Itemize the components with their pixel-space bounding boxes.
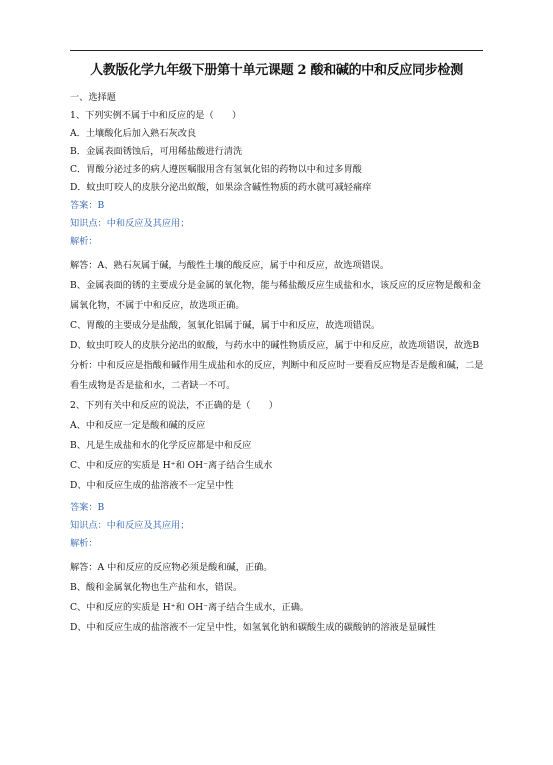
section-heading: 一、选择题 xyxy=(70,92,116,103)
document-title: 人教版化学九年级下册第十单元课题 2 酸和碱的中和反应同步检测 xyxy=(90,63,463,78)
q1-option-b: B．金属表面锈蚀后，可用稀盐酸进行清洗 xyxy=(70,146,243,157)
q1-explain-c: C、胃酸的主要成分是盐酸，氢氧化铝属于碱，属于中和反应，故选项错误。 xyxy=(70,320,381,331)
q2-analysis-label: 解析： xyxy=(70,538,98,549)
q2-option-a: A、中和反应一定是酸和碱的反应 xyxy=(70,420,206,431)
q1-option-a: A．土壤酸化后加入熟石灰改良 xyxy=(70,128,197,139)
q1-answer: 答案：B xyxy=(70,200,105,211)
q1-option-c: C．胃酸分泌过多的病人遵医嘱服用含有氢氧化铝的药物以中和过多胃酸 xyxy=(70,164,362,175)
q2-option-d: D、中和反应生成的盐溶液不一定呈中性 xyxy=(70,480,234,491)
q1-explain-d: D、蚊虫叮咬人的皮肤分泌出的蚁酸，与药水中的碱性物质反应，属于中和反应，故选项错误，故选B xyxy=(70,340,480,351)
q2-answer: 答案：B xyxy=(70,502,105,513)
document-body xyxy=(70,92,488,638)
q1-explain-a: 解答：A、熟石灰属于碱，与酸性土壤的酸反应，属于中和反应，故选项错误。 xyxy=(70,260,390,271)
q2-explain-d: D、中和反应生成的盐溶液不一定呈中性，如氢氧化钠和碳酸生成的碳酸钠的溶液是显碱性 xyxy=(70,622,436,633)
q1-option-d: D．蚊虫叮咬人的皮肤分泌出蚁酸，如果涂含碱性物质的药水就可减轻痛痒 xyxy=(70,182,372,193)
q2-option-b: B、凡是生成盐和水的化学反应都是中和反应 xyxy=(70,440,252,451)
header-rule xyxy=(70,50,483,51)
q2-option-c: C、中和反应的实质是 H⁺和 OH⁻离子结合生成水 xyxy=(70,460,273,471)
q1-stem: 1、下列实例不属于中和反应的是（ ） xyxy=(70,110,242,121)
q1-knowledge: 知识点：中和反应及其应用； xyxy=(70,218,190,229)
q2-stem: 2、下列有关中和反应的说法，不正确的是（ ） xyxy=(70,400,278,411)
q2-explain-b: B、酸和金属氧化物也生产盐和水，错误。 xyxy=(70,582,243,593)
q2-explain-a: 解答：A 中和反应的反应物必须是酸和碱，正确。 xyxy=(70,562,273,573)
q1-analysis-label: 解析： xyxy=(70,236,98,247)
q2-knowledge: 知识点：中和反应及其应用； xyxy=(70,520,190,531)
q1-analysis: 分析：中和反应是指酸和碱作用生成盐和水的反应，判断中和反应时一要看反应物是否是酸和碱，二是看生成物是否是盐和水，二者缺一不可。 xyxy=(70,360,484,391)
q2-explain-c: C、中和反应的实质是 H⁺和 OH⁻离子结合生成水，正确。 xyxy=(70,602,310,613)
q1-explain-b: B、金属表面的锈的主要成分是金属的氧化物，能与稀盐酸反应生成盐和水，该反应的反应物是酸和金属氧化物，不属于中和反应，故选项正确。 xyxy=(70,280,481,311)
